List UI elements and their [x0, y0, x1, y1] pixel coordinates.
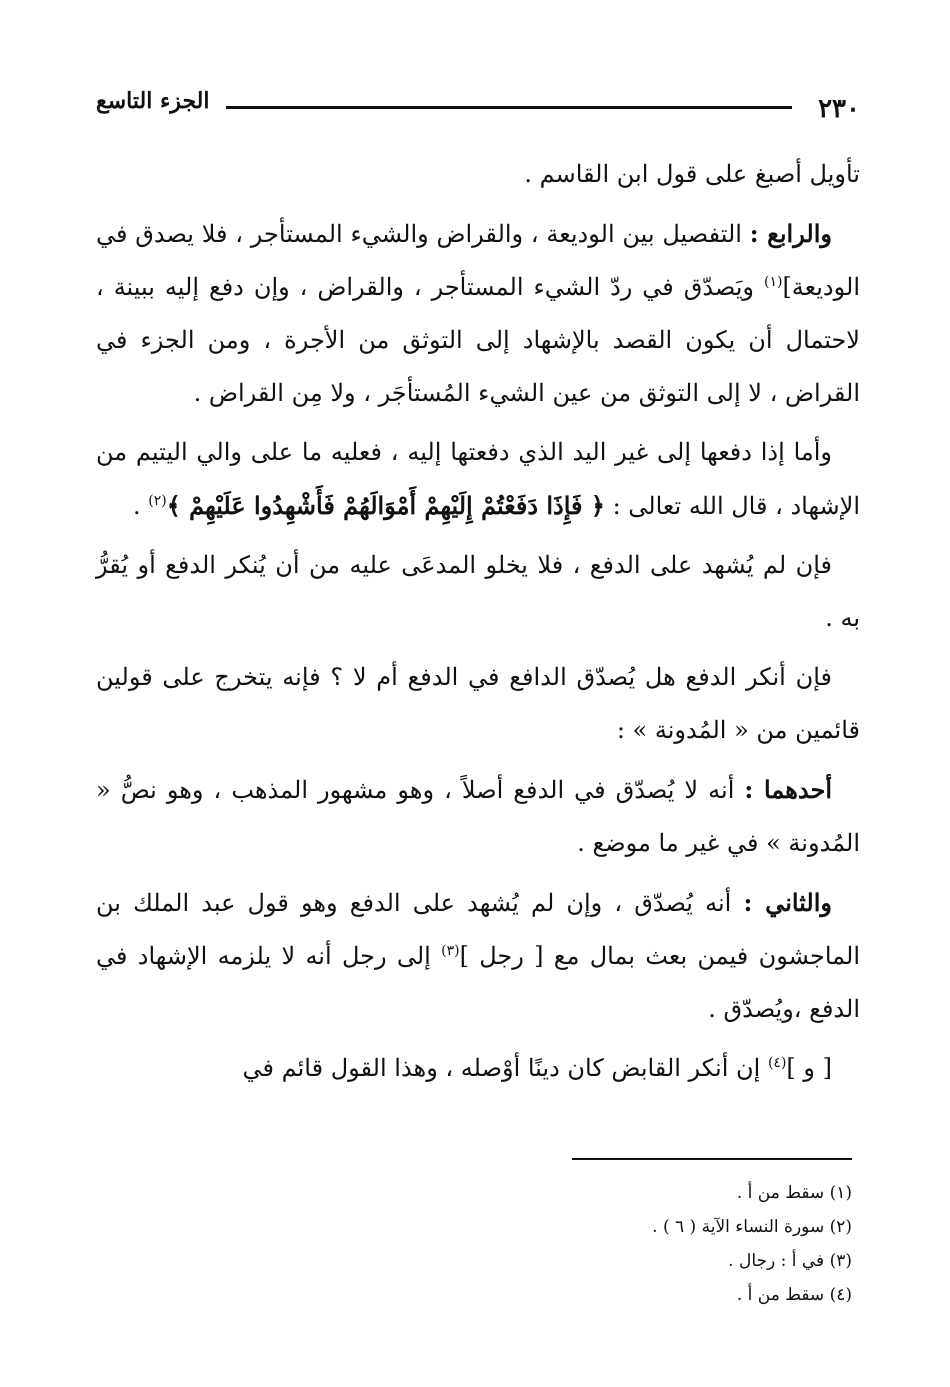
footnote-separator	[572, 1158, 852, 1160]
paragraph	[96, 148, 860, 201]
footnote-ref: (٢)	[148, 493, 167, 509]
footnote: (٢) سورة النساء الآية ( ٦ ) .	[652, 1217, 852, 1237]
paragraph	[96, 207, 860, 420]
footnote-ref: (٣)	[441, 943, 460, 959]
page-number: ٢٣٠	[818, 94, 860, 124]
paragraph-lead: أحدهما :	[744, 775, 832, 804]
footnote-ref: (٤)	[767, 1055, 787, 1071]
paragraph-text: التفصيل بين الوديعة ، والقراض والشيء المستأجر ، فلا يصدق في الوديعة]	[96, 220, 860, 301]
paragraph-text: فإن لم يُشهد على الدفع ، فلا يخلو المدعَى عليه من أن يُنكر الدفع أو يُقرُّ به .	[96, 551, 860, 632]
paragraph-text-continued: إن أنكر القابض كان دينًا أوْصله ، وهذا القول قائم في	[242, 1054, 768, 1082]
body-text	[96, 148, 860, 1095]
paragraph	[96, 426, 860, 533]
paragraph-text: وأما إذا دفعها إلى غير اليد الذي دفعتها إليه ، فعليه ما على والي اليتيم من الإشهاد ، قال الله تعالى :	[96, 438, 860, 520]
paragraph-text-continued: .	[132, 492, 149, 520]
footnote: (٣) في أ : رجال .	[728, 1251, 852, 1271]
paragraph-text-continued: إلى رجل أنه لا يلزمه الإشهاد في الدفع ،ويُصدّق .	[96, 942, 860, 1023]
header-rule	[226, 106, 792, 109]
paragraph	[96, 651, 860, 757]
paragraph-lead: والرابع :	[749, 219, 833, 248]
footnote-ref: (١)	[763, 274, 783, 290]
paragraph	[96, 876, 860, 1036]
footnotes	[352, 1176, 852, 1312]
paragraph-text: فإن أنكر الدفع هل يُصدّق الدافع في الدفع أم لا ؟ فإنه يتخرج على قولين قائمين من « المُدونة » :	[96, 663, 860, 744]
footnote: (١) سقط من أ .	[736, 1183, 852, 1203]
quran-verse: ﴿ فَإِذَا دَفَعْتُمْ إِلَيْهِمْ أَمْوَالَهُمْ فَأَشْهِدُوا عَلَيْهِمْ ﴾	[166, 491, 605, 520]
volume-title: الجزء التاسع	[96, 88, 210, 114]
paragraph	[96, 539, 860, 645]
paragraph	[96, 1042, 860, 1095]
paragraph-text: تأويل أصبغ على قول ابن القاسم .	[524, 160, 860, 188]
paragraph-text: أنه يُصدّق ، وإن لم يُشهد على الدفع وهو قول عبد الملك بن الماجشون فيمن بعث بمال مع [ رجل ]	[96, 889, 861, 970]
paragraph-text-continued: ويَصدّق في ردّ الشيء المستأجر ، والقراض ، وإن دفع إليه ببينة ، لاحتمال أن يكون القصد بالإشهاد إلى التوثق من الأجرة ، ومن الجزء في القراض ، لا إلى التوثق من عين الشيء المُستأجَر ، ولا مِن القراض .	[96, 273, 860, 407]
running-head	[96, 88, 860, 132]
paragraph-text: [ و ]	[786, 1054, 832, 1082]
paragraph-lead: والثاني :	[743, 888, 832, 917]
paragraph-text: أنه لا يُصدّق في الدفع أصلاً ، وهو مشهور المذهب ، وهو نصُّ « المُدونة » في غير ما موضع .	[96, 776, 860, 857]
paragraph	[96, 763, 860, 870]
footnote: (٤) سقط من أ .	[736, 1285, 852, 1305]
